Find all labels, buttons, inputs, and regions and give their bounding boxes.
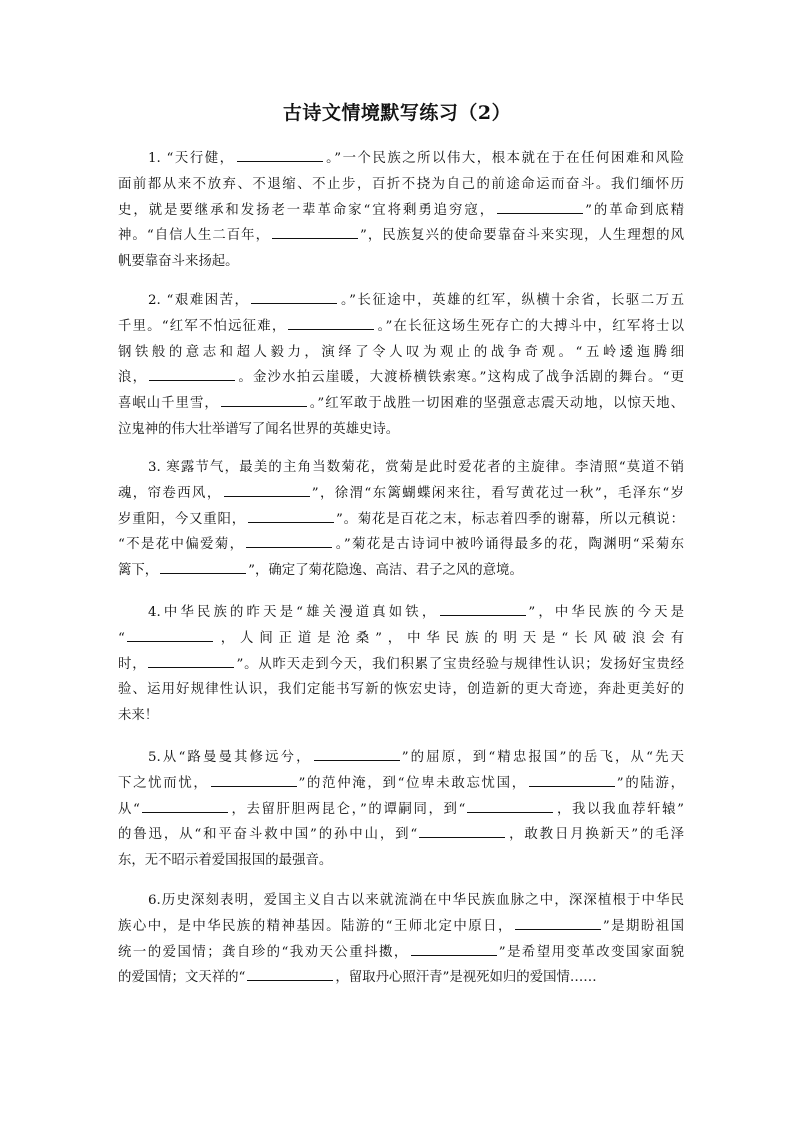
question-text: ”，徐渭“东篱蝴蝶闲来往，看写黄花过一秋”，毛泽东“岁: [311, 485, 684, 501]
question-text: 从“: [118, 801, 140, 817]
question-text: “不是花中偏爱菊，: [118, 537, 245, 553]
question-text: ，我以我血荐轩辕”: [555, 801, 684, 817]
question-line: [118, 965, 684, 991]
question-text: 。”菊花是古诗词中被吟诵得最多的花，陶渊明“采菊东: [334, 537, 684, 553]
question-text: 族心中，是中华民族的精神基因。陆游的“王师北定中原日，: [118, 918, 513, 934]
answer-blank[interactable]: [221, 392, 307, 407]
question-text: 验、运用好规律性认识，我们定能书写新的恢宏史诗，创造新的更大奇迹，奔赴更美好的: [118, 682, 684, 698]
question-text: 2. “艰难困苦，: [148, 293, 250, 308]
answer-blank[interactable]: [440, 601, 526, 616]
question-text: 5.从“路曼曼其修远兮，: [148, 750, 312, 765]
question-line: [118, 365, 684, 391]
question-line: [118, 822, 684, 848]
question-text: 史，就是要继承和发扬老一辈革命家“宜将剩勇追穷寇，: [118, 202, 496, 218]
answer-blank[interactable]: [314, 746, 400, 761]
question-text: 帆要靠奋斗来扬起。: [118, 254, 239, 270]
question-text: 的爱国情；文天祥的“: [118, 970, 246, 986]
question-line: [118, 532, 684, 558]
question-line: [118, 391, 684, 417]
question-line: [118, 198, 684, 224]
question-text: 。”红军敢于战胜一切困难的坚强意志震天动地，以惊天地、: [308, 396, 684, 412]
question-text: 。”长征途中，英雄的红军，纵横十余省，长驱二万五: [339, 293, 684, 308]
question-text: 6.历史深刻表明，爱国主义自古以来就流淌在中华民族血脉之中，深深植根于中华民: [148, 893, 684, 908]
question-text: 岁重阳，今又重阳，: [118, 511, 246, 527]
question-line: [118, 888, 684, 914]
question-line: [118, 940, 684, 966]
question-text: 下之忧而忧，: [118, 775, 209, 791]
question-line: [118, 797, 684, 823]
question-text: ”，民族复兴的使命要靠奋斗来实现，人生理想的风: [360, 228, 684, 244]
question-text: ，敢教日月换新天”的毛泽: [507, 827, 684, 843]
question-4: [118, 600, 684, 729]
question-line: [118, 288, 684, 314]
question-line: [118, 507, 684, 533]
answer-blank[interactable]: [237, 147, 323, 162]
question-text: 魂，帘卷西风，: [118, 485, 222, 501]
question-text: 浪，: [118, 370, 148, 386]
question-text: 未来！: [118, 708, 159, 724]
question-text: 千里。“红军不怕远征难，: [118, 318, 287, 334]
question-line: [118, 481, 684, 507]
question-text: ”。菊花是百花之末，标志着四季的谢幕，所以元稹说：: [335, 511, 684, 527]
question-line: [118, 455, 684, 481]
answer-blank[interactable]: [251, 289, 337, 304]
question-line: [118, 146, 684, 172]
question-text: ”，确定了菊花隐逸、高洁、君子之风的意境。: [248, 563, 523, 579]
question-text: ”。从昨天走到今天，我们积累了宝贵经验与规律性认识；发扬好宝贵经: [236, 656, 685, 672]
question-line: [118, 677, 684, 703]
question-text: 篱下，: [118, 563, 159, 579]
question-text: 。金沙水拍云崖暖，大渡桥横铁索寒。”这构成了战争活剧的舞台。“更: [237, 370, 684, 386]
question-text: 3. 寒露节气，最美的主角当数菊花，赏菊是此时爱花者的主旋律。李清照“莫道不销: [148, 460, 684, 475]
question-line: [118, 249, 684, 275]
answer-blank[interactable]: [224, 482, 310, 497]
question-text: 钢铁般的意志和超人毅力，演绎了令人叹为观止的战争奇观。“五岭逶迤腾细: [118, 344, 684, 360]
question-text: 1. “天行健，: [148, 151, 235, 166]
question-text: 统一的爱国情；龚自珍的“我劝天公重抖擞，: [118, 944, 409, 960]
question-text: ”的陆游，: [616, 775, 684, 791]
answer-blank[interactable]: [211, 772, 297, 787]
answer-blank[interactable]: [127, 627, 213, 642]
question-text: ，人间正道是沧桑”，中华民族的明天是“长风破浪会有: [214, 630, 684, 646]
question-text: ”是希望用变革改变国家面貌: [498, 944, 684, 960]
answer-blank[interactable]: [288, 315, 374, 330]
answer-blank[interactable]: [467, 798, 553, 813]
question-line: [118, 600, 684, 626]
question-line: [118, 703, 684, 729]
question-line: [118, 223, 684, 249]
answer-blank[interactable]: [515, 915, 601, 930]
question-text: 喜岷山千里雪，: [118, 396, 219, 412]
question-5: [118, 745, 684, 874]
question-text: ”，中华民族的今天是: [528, 605, 684, 620]
question-line: [118, 340, 684, 366]
question-text: ，去留肝胆两昆仑，”的谭嗣同，到“: [229, 801, 466, 817]
answer-blank[interactable]: [497, 199, 583, 214]
question-text: “: [118, 630, 125, 646]
page-title: 古诗文情境默写练习（2）: [282, 102, 512, 124]
question-line: [118, 558, 684, 584]
question-text: 泣鬼神的伟大壮举谱写了闻名世界的英雄史诗。: [118, 421, 400, 437]
question-line: [118, 172, 684, 198]
question-text: 。”一个民族之所以伟大，根本就在于在任何困难和风险: [324, 151, 684, 166]
answer-blank[interactable]: [411, 941, 497, 956]
question-text: 时，: [118, 656, 147, 672]
answer-blank[interactable]: [246, 533, 332, 548]
question-text: ”的屈原，到“精忠报国”的岳飞，从“先天: [401, 750, 684, 765]
answer-blank[interactable]: [148, 653, 234, 668]
question-line: [118, 417, 684, 443]
question-text: 东，无不昭示着爱国报国的最强音。: [118, 853, 333, 869]
answer-blank[interactable]: [247, 966, 333, 981]
question-line: [118, 652, 684, 678]
question-text: 。”在长征这场生死存亡的大搏斗中，红军将士以: [376, 318, 684, 334]
question-text: ”是期盼祖国: [602, 918, 684, 934]
answer-blank[interactable]: [142, 798, 228, 813]
question-line: [118, 914, 684, 940]
question-2: [118, 288, 684, 443]
question-6: [118, 888, 684, 991]
question-text: ”的范仲淹，到“位卑未敢忘忧国，: [298, 775, 527, 791]
question-line: [118, 745, 684, 771]
question-line: [118, 314, 684, 340]
question-text: ”的革命到底精: [585, 202, 684, 218]
answer-blank[interactable]: [149, 366, 235, 381]
question-line: [118, 771, 684, 797]
question-text: 4.中华民族的昨天是“雄关漫道真如铁，: [148, 605, 439, 620]
answer-blank[interactable]: [419, 823, 505, 838]
question-3: [118, 455, 684, 584]
question-line: [118, 848, 684, 874]
answer-blank[interactable]: [529, 772, 615, 787]
answer-blank[interactable]: [160, 559, 246, 574]
answer-blank[interactable]: [272, 224, 358, 239]
question-1: [118, 146, 684, 275]
question-line: [118, 626, 684, 652]
question-text: ，留取丹心照汗青”是视死如归的爱国情……: [335, 970, 597, 986]
question-text: 神。“自信人生二百年，: [118, 228, 271, 244]
answer-blank[interactable]: [248, 508, 334, 523]
question-text: 的鲁迅，从“和平奋斗救中国”的孙中山，到“: [118, 827, 418, 843]
question-text: 面前都从来不放弃、不退缩、不止步，百折不挠为自己的前途命运而奋斗。我们缅怀历: [118, 176, 684, 192]
